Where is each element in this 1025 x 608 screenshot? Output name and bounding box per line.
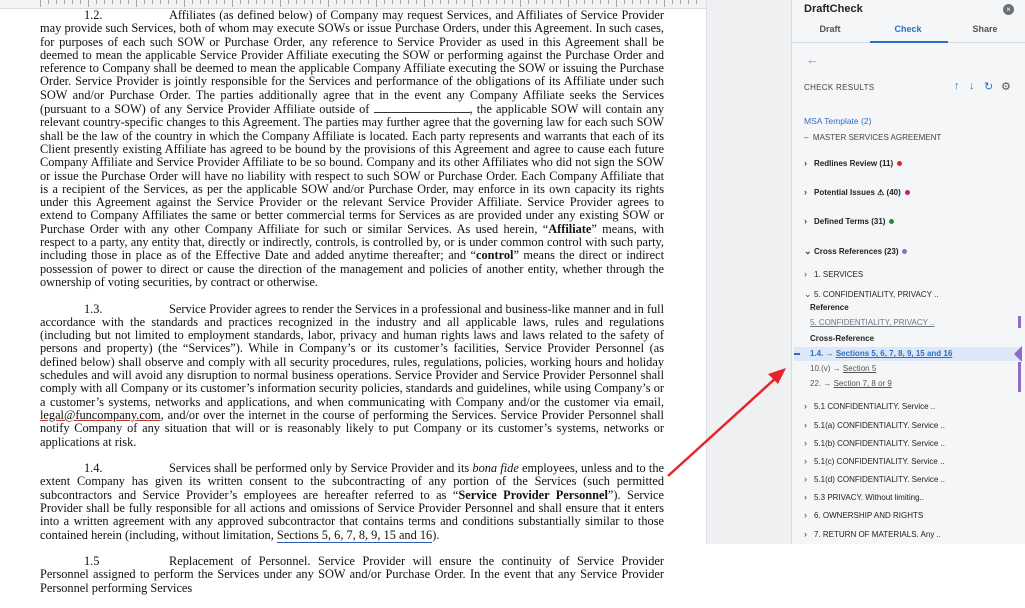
- ruler-tick: [56, 0, 57, 4]
- email-link[interactable]: legal@funcompany.com: [40, 407, 161, 422]
- ruler-tick: [552, 0, 553, 4]
- ruler-tick: [296, 0, 297, 4]
- category-redlines[interactable]: [804, 158, 902, 168]
- ruler-tick: [200, 0, 201, 4]
- ruler-tick: [280, 0, 281, 7]
- ruler-tick: [624, 0, 625, 4]
- section-item-expanded[interactable]: [804, 289, 938, 300]
- ruler-tick: [656, 0, 657, 4]
- paragraph-text: Replacement of Personnel. Service Provider will ensure the continuity of Service Provider Personnel assigned to perform the Services under any SOW and/or Purchase Order. In the event that any Service Provider Personnel performing Services: [40, 554, 664, 595]
- category-cross-references[interactable]: [804, 246, 907, 257]
- chevron-right-icon: ›: [804, 456, 807, 466]
- chevron-right-icon: ›: [804, 401, 807, 411]
- ruler-tick: [376, 0, 377, 7]
- tab-share[interactable]: Share: [972, 24, 998, 34]
- paragraph-1-4: [40, 462, 664, 542]
- ruler-tick: [416, 0, 417, 4]
- ruler-tick: [440, 0, 441, 4]
- ruler-tick: [496, 0, 497, 4]
- paragraph-text: Affiliates (as defined below) of Company may request Services, and Affiliates of Service Provider may provide such Services, both of whom may execute SOWs or issue Purchase Orders, under this Agreement. In such cases, for purposes of each such SOW or Purchase Order, any reference to Service Provider as used in this Agreement shall be deemed to mean the applicable Service Provider Affiliate executing the SOW or performing against the Purchase Order and reference to Company shall be deemed to mean the applicable Company Affiliate executing the SOW or issuing the Purchase Order. Service Provider is jointly responsible for the Services and performance of the obligations of its Affiliate under such SOW and/or Purchase Order. The parties additionally agree that in the event any Company Affiliate seeks the Services (pursuant to a SOW) of any Service Provider Affiliate outside of: [40, 8, 664, 117]
- category-defined-terms[interactable]: [804, 216, 894, 226]
- chevron-right-icon: ›: [804, 420, 807, 430]
- ruler-tick: [128, 0, 129, 4]
- ruler-tick: [40, 0, 41, 7]
- xref-target: Sections 5, 6, 7, 8, 9, 15 and 16: [835, 349, 953, 358]
- ruler-tick: [488, 0, 489, 4]
- ruler-tick: [96, 0, 97, 4]
- chevron-down-icon: ⌄: [804, 246, 812, 256]
- ruler-tick: [240, 0, 241, 4]
- tab-draft[interactable]: Draft: [819, 24, 841, 34]
- selected-row-indicator: [794, 353, 800, 355]
- paragraph-1-5: [40, 555, 664, 595]
- ruler-tick: [472, 0, 473, 7]
- ruler-tick: [648, 0, 649, 4]
- ruler-tick: [344, 0, 345, 4]
- paragraph-1-2: [40, 9, 664, 289]
- ruler-tick: [352, 0, 353, 4]
- paragraph-1-3: [40, 303, 664, 449]
- ruler-tick: [152, 0, 153, 4]
- reference-link[interactable]: 5. CONFIDENTIALITY, PRIVACY ..: [810, 318, 935, 327]
- section-item[interactable]: [804, 438, 945, 448]
- arrow-right-icon: →: [825, 349, 834, 358]
- ruler-tick: [224, 0, 225, 4]
- ruler-tick: [288, 0, 289, 4]
- check-results-label: CHECK RESULTS: [804, 83, 875, 92]
- status-dot: [889, 219, 894, 224]
- section-item[interactable]: [804, 269, 863, 279]
- ruler-tick: [256, 0, 257, 4]
- ruler-tick: [336, 0, 337, 4]
- status-dot: [897, 161, 902, 166]
- reference-heading: Reference: [810, 303, 849, 312]
- ruler-tick: [664, 0, 665, 7]
- section-label: 6. OWNERSHIP AND RIGHTS: [814, 511, 924, 520]
- ruler-tick: [408, 0, 409, 4]
- paragraph-text: ).: [432, 527, 440, 542]
- ruler-tick: [304, 0, 305, 4]
- section-item[interactable]: [804, 456, 945, 466]
- ruler-tick: [632, 0, 633, 4]
- section-item[interactable]: [804, 529, 941, 539]
- ruler-tick: [576, 0, 577, 4]
- ruler-tick: [392, 0, 393, 4]
- template-link[interactable]: MSA Template (2): [804, 116, 872, 126]
- previous-arrow-icon[interactable]: ↑: [954, 80, 960, 92]
- blank-field[interactable]: [374, 102, 470, 113]
- panel-tabs: [792, 20, 1025, 43]
- ruler-tick: [680, 0, 681, 4]
- paragraph-number: 1.3.: [84, 301, 103, 316]
- ruler-tick: [536, 0, 537, 4]
- ruler-tick: [112, 0, 113, 4]
- chevron-right-icon: ›: [804, 510, 807, 520]
- document-body[interactable]: [40, 9, 664, 608]
- chevron-right-icon: ›: [804, 187, 807, 197]
- ruler-tick: [312, 0, 313, 4]
- ruler-tick: [368, 0, 369, 4]
- paragraph-text: ” means the direct or indirect possession of power to direct or cause the direction of the management and policies of another entity, whether through the ownership of voting securities, by contract or otherwise.: [40, 248, 664, 289]
- chevron-right-icon: ›: [804, 529, 807, 539]
- marker-bar: [1018, 316, 1021, 328]
- ruler-tick: [72, 0, 73, 4]
- cross-reference-item[interactable]: [810, 379, 892, 388]
- ruler-tick: [88, 0, 89, 7]
- category-potential-issues[interactable]: [804, 187, 910, 197]
- tab-check[interactable]: Check: [894, 24, 922, 34]
- section-label: 5.3 PRIVACY. Without limiting..: [814, 493, 924, 502]
- xref-target: Section 7, 8 or 9: [833, 379, 892, 388]
- panel-title-bar: [792, 0, 1025, 20]
- ruler-tick: [520, 0, 521, 7]
- section-item[interactable]: [804, 510, 923, 520]
- chevron-right-icon: ›: [804, 492, 807, 502]
- ruler-tick: [592, 0, 593, 4]
- paragraph-text: , the applicable SOW will contain any relevant country-specific changes to this Agreement. The parties may further agree that the governing law for each such SOW shall be the law of the country in which the Company Affiliate is located. Each party represents and warrants that each of its Client presently existing Affiliate has agreed to be bound by the provisions of this Agreement and agree to cause each future Company Affiliate and Service Provider Affiliate to be so bound. Company and its other Affiliates who did not sign the SOW or issue the Purchase Order will have no liability with respect to such SOW or Purchase Order. Each Company Affiliate that is a recipient of the Services, as per the applicable SOW and/or Purchase Order, may enforce in its own capacity its rights under this Agreement against the Service Provider or the relevant Service Provider Affiliate. Service Provider agrees to extend to Company Affiliates the same or better commercial terms for Services as are provided under any existing SOW or Purchase Order with any other Company Affiliate for such or similar Services. As used herein, “: [40, 102, 664, 236]
- next-arrow-icon[interactable]: ↓: [969, 80, 975, 92]
- settings-gear-icon[interactable]: ⚙: [1001, 81, 1011, 93]
- paragraph-number: 1.5: [84, 554, 100, 569]
- defined-term: Service Provider Personnel: [458, 487, 608, 502]
- ruler-tick: [616, 0, 617, 7]
- ruler-tick: [400, 0, 401, 4]
- arrow-right-icon: →: [823, 379, 832, 388]
- xref-source: 22.: [810, 379, 822, 388]
- ruler-tick: [384, 0, 385, 4]
- ruler-tick: [600, 0, 601, 4]
- cross-reference-highlight[interactable]: Sections 5, 6, 7, 8, 9, 15 and 16: [276, 527, 433, 542]
- ruler-tick: [528, 0, 529, 4]
- ruler-tick: [320, 0, 321, 4]
- ruler-tick: [544, 0, 545, 4]
- ruler-tick: [456, 0, 457, 4]
- ruler-tick: [672, 0, 673, 4]
- arrow-right-icon: →: [832, 364, 841, 373]
- document-gutter: [706, 0, 791, 544]
- ruler-tick: [432, 0, 433, 4]
- ruler-tick: [584, 0, 585, 4]
- ruler-tick: [176, 0, 177, 4]
- ruler-tick: [120, 0, 121, 4]
- chevron-right-icon: ›: [804, 438, 807, 448]
- status-dot: [902, 249, 907, 254]
- ruler-tick: [184, 0, 185, 7]
- ruler-tick: [168, 0, 169, 4]
- close-icon[interactable]: ×: [1003, 4, 1014, 15]
- paragraph-text: Service Provider agrees to render the Services in a professional and business-like manner and in full accordance with the standards and practices recognized in the industry and all applicable laws, rules and regulations (including but not limited to employment standards, labor, privacy and human rights laws and laws related to the safety of persons and property) (the “Services”). While in Company’s or its customer’s facilities, Service Provider Personnel (as defined below) shall observe and comply with all security procedures, rules, regulations, policies, working hours and holiday schedules and will avoid any disruption to normal business operations. Service Provider and Service Provider Personnel shall comply with all Company or its customer’s information security policies, standards and guidelines, while using Company’s or a customer’s systems, networks and applications, and when communicating with Company and/or the customer via email,: [40, 301, 664, 409]
- ruler-tick: [160, 0, 161, 4]
- chevron-right-icon: ›: [804, 269, 807, 279]
- ruler-tick: [560, 0, 561, 4]
- category-label: Redlines Review (11): [814, 159, 894, 168]
- ruler-tick: [48, 0, 49, 4]
- paragraph-text: , and/or over the internet in the course of performing the Services. Service Provider Personnel shall notify Company of any situation that will or is reasonably likely to put Company or its customer’s systems, networks or applications at risk.: [40, 407, 664, 449]
- cross-reference-heading: Cross-Reference: [810, 334, 875, 343]
- ruler-tick: [272, 0, 273, 4]
- draftcheck-panel: [791, 0, 1025, 544]
- paragraph-number: 1.4.: [84, 461, 103, 476]
- section-label: 5.1(c) CONFIDENTIALITY. Service ..: [814, 457, 945, 466]
- ruler-tick: [264, 0, 265, 4]
- defined-term: control: [475, 248, 514, 263]
- section-label: 5.1(d) CONFIDENTIALITY. Service ..: [814, 475, 945, 484]
- paragraph-text: ” means, with respect to a party, any entity that, directly or indirectly, controls, is controlled by, or is under common control with such party, including those in place as of the Effective Date and added anytime thereafter; and “: [40, 221, 665, 263]
- ruler-tick: [448, 0, 449, 4]
- ruler-tick: [192, 0, 193, 4]
- ruler-tick: [80, 0, 81, 4]
- ruler-tick: [144, 0, 145, 4]
- section-label: 5.1 CONFIDENTIALITY. Service ..: [814, 402, 936, 411]
- section-item[interactable]: [804, 401, 935, 411]
- cross-reference-item[interactable]: [810, 364, 876, 373]
- paragraph-text: employees, unless and to the extent Company has given its written consent to the subcontracting of any portion of the Services (such permitted subcontractors and Service Provider’s employees are hereafter referred to as “: [40, 461, 664, 502]
- selection-pointer-icon: [1014, 346, 1022, 362]
- section-item[interactable]: [804, 474, 945, 484]
- xref-source: 10.(v): [810, 364, 831, 373]
- status-dot: [905, 190, 910, 195]
- ruler-tick: [104, 0, 105, 4]
- ruler-tick: [464, 0, 465, 4]
- ruler-tick: [640, 0, 641, 4]
- ruler-tick: [608, 0, 609, 4]
- section-item[interactable]: [804, 420, 945, 430]
- ruler-tick: [568, 0, 569, 7]
- back-arrow-icon[interactable]: ←: [806, 52, 819, 67]
- ruler-tick: [480, 0, 481, 4]
- section-item[interactable]: [804, 492, 924, 502]
- chevron-right-icon: ›: [804, 158, 807, 168]
- panel-title: DraftCheck: [804, 3, 863, 15]
- ruler-tick: [136, 0, 137, 7]
- section-label: 7. RETURN OF MATERIALS. Any ..: [814, 530, 941, 539]
- ruler-tick: [208, 0, 209, 4]
- ruler-tick: [232, 0, 233, 7]
- chevron-down-icon: ⌄: [804, 289, 812, 299]
- refresh-icon[interactable]: ↻: [984, 81, 994, 93]
- ruler-tick: [328, 0, 329, 7]
- agreement-heading: [804, 133, 941, 142]
- section-label: 5. CONFIDENTIALITY, PRIVACY ..: [814, 290, 939, 299]
- paragraph-text: ”). Service Provider shall be fully responsible for all actions and omissions of Service Provider Personnel and shall ensure that it enters into a written agreement with any approved subcontractor that contains terms and conditions substantially similar to those contained herein (including, without limitation,: [40, 487, 665, 542]
- ruler-tick: [504, 0, 505, 4]
- marker-bar: [1018, 362, 1021, 392]
- active-tab-indicator: [870, 41, 948, 43]
- ruler-tick: [696, 0, 697, 4]
- ruler-tick: [64, 0, 65, 4]
- italic-text: bona fide: [472, 461, 519, 476]
- category-label: Defined Terms (31): [814, 217, 886, 226]
- ruler-tick: [512, 0, 513, 4]
- paragraph-number: 1.2.: [84, 8, 103, 22]
- cross-reference-item-selected[interactable]: [810, 349, 952, 358]
- defined-term: Affiliate: [548, 221, 592, 236]
- category-label: Cross References (23): [814, 247, 899, 256]
- chevron-right-icon: ›: [804, 474, 807, 484]
- section-label: 5.1(a) CONFIDENTIALITY. Service ..: [814, 421, 945, 430]
- category-label: Potential Issues ⚠ (40): [814, 188, 901, 197]
- collapse-dash-icon: –: [804, 133, 809, 142]
- section-label: 1. SERVICES: [814, 270, 864, 279]
- xref-source: 1.4.: [810, 349, 824, 358]
- agreement-label: MASTER SERVICES AGREEMENT: [812, 133, 942, 142]
- ruler-tick: [248, 0, 249, 4]
- ruler-tick: [216, 0, 217, 4]
- ruler-tick: [424, 0, 425, 7]
- ruler-tick: [360, 0, 361, 4]
- section-label: 5.1(b) CONFIDENTIALITY. Service ..: [814, 439, 945, 448]
- ruler-tick: [688, 0, 689, 4]
- xref-target: Section 5: [842, 364, 877, 373]
- paragraph-text: Services shall be performed only by Service Provider and its: [169, 461, 470, 476]
- chevron-right-icon: ›: [804, 216, 807, 226]
